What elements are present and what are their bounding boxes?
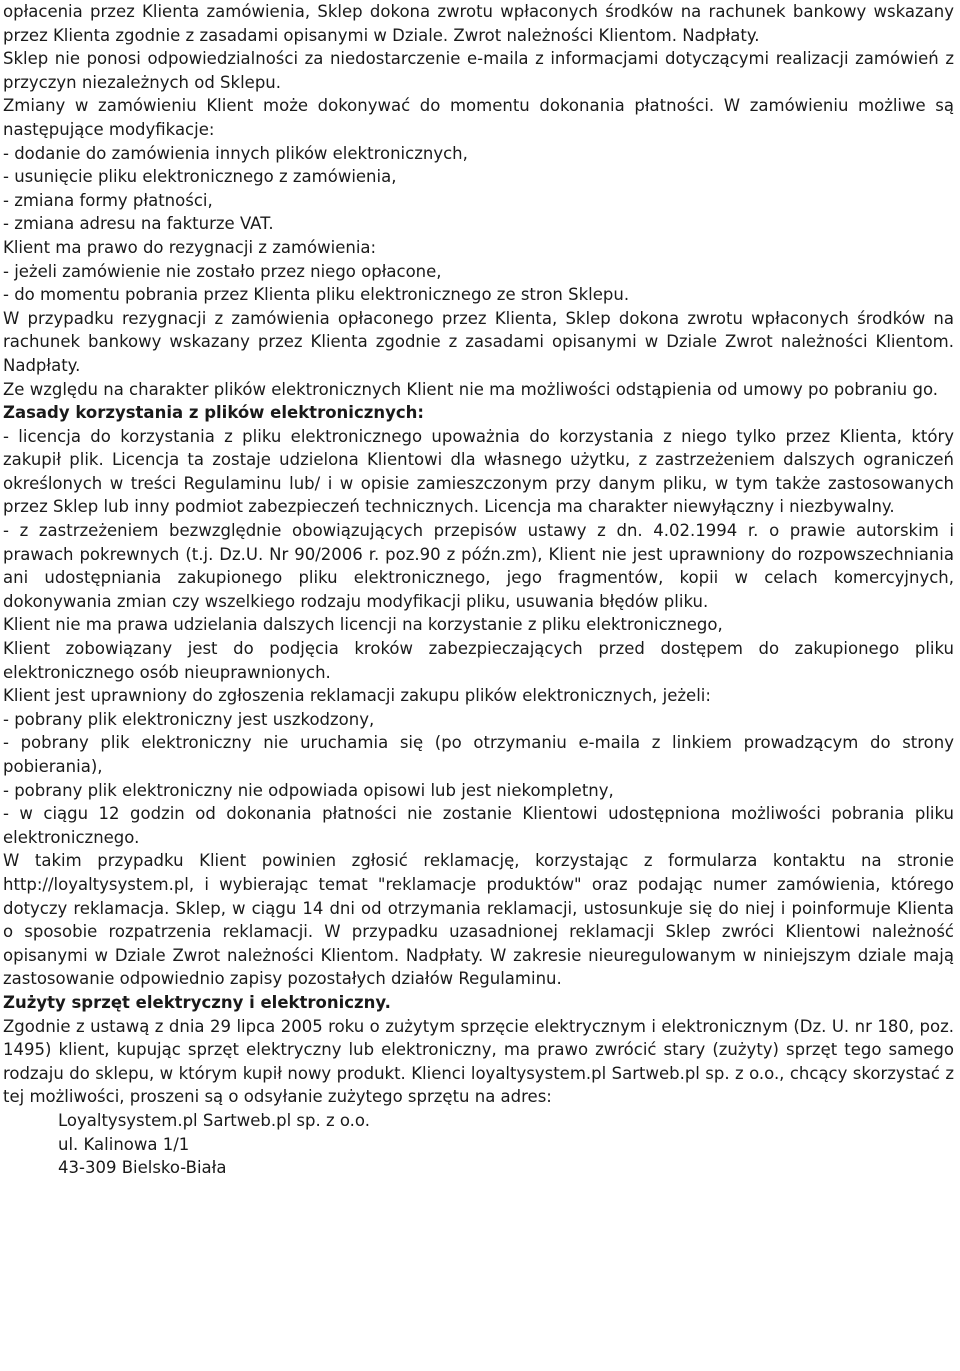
paragraph: - do momentu pobrania przez Klienta pliku elektronicznego ze stron Sklepu.: [3, 285, 630, 305]
paragraph: Zmiany w zamówieniu Klient może dokonywać do momentu dokonania płatności. W zamówieniu możliwe są następujące modyfikacje:: [3, 96, 954, 139]
paragraph: - licencja do korzystania z pliku elektronicznego upoważnia do korzystania z niego tylko przez Klienta, który zakupił plik. Licencja ta zostaje udzielona Klientowi dla własnego użytku, z zastrzeżeniem dalszych ograniczeń określonych w treści Regulaminu lub/ i w opisie zamieszczonym przy danym pliku, w tym także zastosowanych przez Sklep lub inny podmiot zabezpieczeń technicznych. Licencja ma charakter niewyłączny i niezbywalny.: [3, 426, 954, 517]
paragraph: - zmiana formy płatności,: [3, 190, 213, 210]
paragraph: - pobrany plik elektroniczny nie uruchamia się (po otrzymaniu e-maila z linkiem prowadzącym do strony pobierania),: [3, 733, 954, 776]
paragraph: - pobrany plik elektroniczny nie odpowiada opisowi lub jest niekompletny,: [3, 780, 614, 800]
paragraph: W przypadku rezygnacji z zamówienia opłaconego przez Klienta, Sklep dokona zwrotu wpłaconych środków na rachunek bankowy wskazany przez Klienta zgodnie z zasadami opisanymi w Dziale Zwrot należności Klientom. Nadpłaty.: [3, 308, 954, 375]
paragraph: - w ciągu 12 godzin od dokonania płatności nie zostanie Klientowi udostępniona możliwości pobrania pliku elektronicznego.: [3, 804, 954, 847]
address-line: 43-309 Bielsko-Biała: [58, 1158, 227, 1178]
paragraph: Sklep nie ponosi odpowiedzialności za niedostarczenie e-maila z informacjami dotyczącymi realizacji zamówień z przyczyn niezależnych od Sklepu.: [3, 49, 954, 92]
address-line: Loyaltysystem.pl Sartweb.pl sp. z o.o.: [58, 1110, 370, 1130]
paragraph: Zgodnie z ustawą z dnia 29 lipca 2005 roku o zużytym sprzęcie elektrycznym i elektronicznym (Dz. U. nr 180, poz. 1495) klient, kupując sprzęt elektryczny lub elektroniczny, ma prawo zwrócić stary (zużyty) sprzęt tego samego rodzaju do sklepu, w którym kupił nowy produkt. Klienci loyaltysystem.pl Sartweb.pl sp. z o.o., chcący skorzystać z tej możliwości, proszeni są o odsyłanie zużytego sprzętu na adres:: [3, 1016, 954, 1107]
address-line: ul. Kalinowa 1/1: [58, 1134, 190, 1154]
paragraph: Klient zobowiązany jest do podjęcia kroków zabezpieczających przed dostępem do zakupionego pliku elektronicznego osób nieuprawnionych.: [3, 639, 954, 682]
paragraph: opłacenia przez Klienta zamówienia, Sklep dokona zwrotu wpłaconych środków na rachunek bankowy wskazany przez Klienta zgodnie z zasadami opisanymi w Dziale. Zwrot należności Klientom. Nadpłaty.: [3, 2, 954, 45]
paragraph: - z zastrzeżeniem bezwzględnie obowiązujących przepisów ustawy z dn. 4.02.1994 r. o prawie autorskim i prawach pokrewnych (t.j. Dz.U. Nr 90/2006 r. poz.90 z późn.zm), Klient nie jest uprawniony do rozpowszechniania ani udostępniania zakupionego pliku elektronicznego, jego fragmentów, kopii w celach komercyjnych, dokonywania zmian czy wszelkiego rodzaju modyfikacji pliku, usuwania błędów pliku.: [3, 521, 954, 611]
paragraph: - zmiana adresu na fakturze VAT.: [3, 214, 274, 234]
paragraph: Klient ma prawo do rezygnacji z zamówienia:: [3, 237, 377, 257]
paragraph: - usunięcie pliku elektronicznego z zamówienia,: [3, 167, 397, 187]
paragraph: Ze względu na charakter plików elektronicznych Klient nie ma możliwości odstąpienia od umowy po pobraniu go.: [3, 379, 939, 399]
paragraph: - dodanie do zamówienia innych plików elektronicznych,: [3, 143, 468, 163]
paragraph: - jeżeli zamówienie nie zostało przez niego opłacone,: [3, 261, 442, 281]
paragraph: - pobrany plik elektroniczny jest uszkodzony,: [3, 709, 375, 729]
section-heading: Zasady korzystania z plików elektronicznych:: [3, 403, 424, 423]
section-heading: Zużyty sprzęt elektryczny i elektroniczny.: [3, 992, 391, 1012]
paragraph: W takim przypadku Klient powinien zgłosić reklamację, korzystając z formularza kontaktu na stronie http://loyaltysystem.pl, i wybierając temat "reklamacje produktów" oraz podając numer zamówienia, którego dotyczy reklamacja. Sklep, w ciągu 14 dni od otrzymania reklamacji, ustosunkuje się do niej i poinformuje Klienta o sposobie rozpatrzenia reklamacji. W przypadku uzasadnionej reklamacji Sklep zwróci Klientowi należność opisanymi w Dziale Zwrot należności Klientom. Nadpłaty. W zakresie nieuregulowanym w niniejszym dziale mają zastosowanie odpowiednio zapisy pozostałych działów Regulaminu.: [3, 851, 954, 989]
paragraph: Klient jest uprawniony do zgłoszenia reklamacji zakupu plików elektronicznych, jeżeli:: [3, 686, 711, 706]
paragraph: Klient nie ma prawa udzielania dalszych licencji na korzystanie z pliku elektronicznego,: [3, 615, 723, 635]
